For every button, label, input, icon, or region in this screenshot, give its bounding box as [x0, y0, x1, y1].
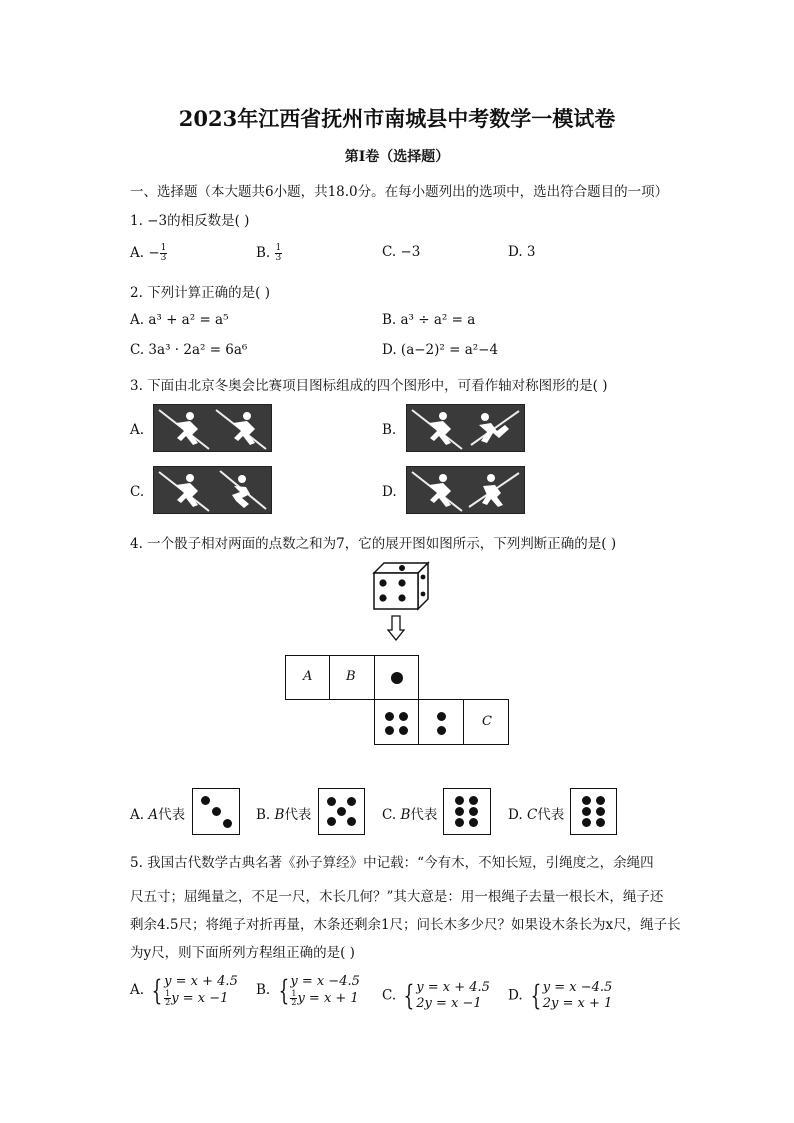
- q4-option-c-label[interactable]: C. B代表: [382, 807, 438, 823]
- q3-option-a[interactable]: A.: [130, 422, 145, 438]
- q3-picture-b[interactable]: [406, 404, 525, 452]
- q5-stem-line1: 5. 我国古代数学古典名著《孙子算经》中记载：“今有木，不知长短，引绳度之，余绳四: [130, 855, 654, 871]
- q4-option-d-label[interactable]: D. C代表: [508, 807, 565, 823]
- q3-picture-a[interactable]: [153, 404, 272, 452]
- page-title: 2023年江西省抚州市南城县中考数学一模试卷: [178, 106, 616, 131]
- q3-stem: 3. 下面由北京冬奥会比赛项目图标组成的四个图形中，可看作轴对称图形的是( ): [130, 378, 608, 394]
- q3-option-b[interactable]: B.: [382, 422, 397, 438]
- q3-option-d[interactable]: D.: [382, 484, 397, 500]
- q2-option-a[interactable]: A. a³ + a² = a⁵: [130, 312, 229, 328]
- q3-picture-d[interactable]: [406, 466, 525, 514]
- q4-stem: 4. 一个骰子相对两面的点数之和为7，它的展开图如图所示，下列判断正确的是( ): [130, 536, 617, 552]
- q3-picture-c[interactable]: [153, 466, 272, 514]
- q2-option-d[interactable]: D. (a−2)² = a²−4: [382, 342, 499, 358]
- dice-3d-icon: [372, 561, 432, 611]
- q4-option-d-die[interactable]: [570, 788, 617, 835]
- q4-option-b-label[interactable]: B. B代表: [256, 807, 312, 823]
- q4-option-a-label[interactable]: A. A代表: [130, 807, 186, 823]
- q5-option-a[interactable]: A. { y = x + 4.5 $\frac{1}{2}$ y = x −1: [130, 973, 238, 1007]
- q2-option-c[interactable]: C. 3a³ · 2a² = 6a⁶: [130, 342, 248, 358]
- net-cell-c: C: [463, 699, 509, 745]
- q4-option-a-die[interactable]: [192, 788, 240, 835]
- q1-option-d[interactable]: D. 3: [508, 244, 536, 260]
- section-heading: 一、选择题（本大题共6小题，共18.0分。在每小题列出的选项中，选出符合题目的一项）: [130, 184, 669, 200]
- net-cell-a: A: [285, 655, 330, 700]
- q5-stem-line2: 尺五寸；屈绳量之，不足一尺，木长几何？”其大意是：用一根绳子去量一根长木，绳子还: [130, 889, 664, 905]
- q1-option-c[interactable]: C. −3: [382, 244, 421, 260]
- q5-option-d[interactable]: D. { y = x −4.5 2y = x + 1: [508, 979, 613, 1012]
- arrow-down-icon: [387, 615, 405, 645]
- part-heading: 第I卷（选择题）: [344, 149, 450, 165]
- q3-option-c[interactable]: C.: [130, 484, 145, 500]
- net-cell-one-pip: [374, 655, 419, 700]
- q2-option-b[interactable]: B. a³ ÷ a² = a: [382, 312, 476, 328]
- net-cell-two-pips: [418, 699, 464, 745]
- q4-option-c-die[interactable]: [443, 788, 491, 835]
- net-cell-four-pips: [374, 699, 419, 745]
- q1-stem: 1. −3的相反数是( ): [130, 213, 250, 229]
- fraction: $\frac{1}{3}$: [275, 243, 282, 263]
- net-cell-b: B: [329, 655, 375, 700]
- q4-option-b-die[interactable]: [318, 788, 365, 835]
- q5-stem-line3: 剩余4.5尺；将绳子对折再量，木条还剩余1尺；问长木多少尺？如果设木条长为x尺，绳子长: [130, 917, 681, 933]
- fraction: $\frac{1}{3}$: [160, 243, 167, 263]
- q5-stem-line4: 为y尺，则下面所列方程组正确的是( ): [130, 945, 355, 961]
- q5-option-c[interactable]: C. { y = x + 4.5 2y = x −1: [382, 979, 490, 1012]
- q5-option-b[interactable]: B. { y = x −4.5 $\frac{1}{2}$ y = x + 1: [256, 973, 360, 1007]
- q2-stem: 2. 下列计算正确的是( ): [130, 285, 270, 301]
- q1-option-a[interactable]: A. − $\frac{1}{3}$: [130, 243, 167, 263]
- q1-option-b[interactable]: B. $\frac{1}{3}$: [256, 243, 282, 263]
